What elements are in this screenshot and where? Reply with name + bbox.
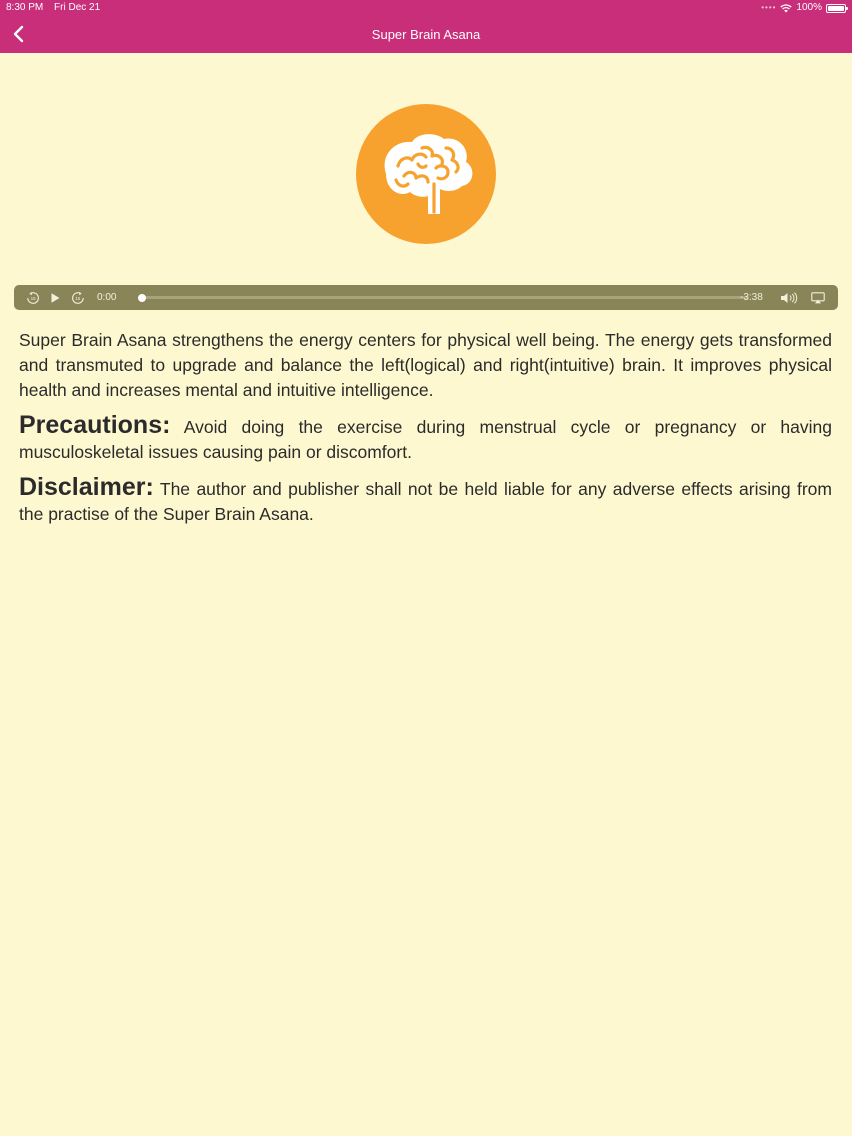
disclaimer-text: The author and publisher shall not be held liable for any adverse effects arising from the practise of the Super Brain Asana.	[19, 479, 832, 524]
skip-back-15-button[interactable]	[25, 290, 41, 306]
precautions-paragraph	[19, 413, 832, 465]
page-title: Super Brain Asana	[371, 27, 481, 42]
nav-bar	[0, 16, 852, 53]
disclaimer-heading: Disclaimer:	[19, 473, 154, 501]
status-date: Fri Dec 21	[54, 2, 101, 13]
svg-text:15: 15	[75, 296, 81, 302]
precautions-heading: Precautions:	[19, 411, 171, 439]
brain-icon	[356, 104, 496, 244]
play-button[interactable]	[47, 290, 63, 306]
status-time: 8:30 PM	[6, 2, 44, 13]
play-icon	[49, 292, 61, 304]
progress-thumb[interactable]	[138, 294, 146, 302]
volume-button[interactable]	[780, 290, 798, 306]
precautions-text: Avoid doing the exercise during menstrual cycle or pregnancy or having musculoskeletal issues causing pain or discomfort.	[19, 417, 832, 462]
description-text: Super Brain Asana strengthens the energy centers for physical well being. The energy gets transformed and transmuted to upgrade and balance the left(logical) and right(intuitive) brain. It improves physical health and increases mental and intuitive intelligence.	[19, 330, 832, 400]
signal-dots-icon: ••••	[761, 3, 777, 12]
remaining-time: -3:38	[740, 292, 763, 303]
progress-track[interactable]	[142, 296, 748, 299]
battery-icon	[826, 4, 846, 13]
content	[19, 328, 832, 537]
wifi-icon	[780, 4, 792, 13]
battery-percent: 100%	[796, 2, 822, 13]
top-bar	[0, 0, 852, 53]
audio-player	[14, 285, 838, 310]
skip-forward-15-button[interactable]	[70, 290, 86, 306]
skip-back-15-icon	[26, 291, 40, 305]
svg-text:15: 15	[30, 296, 36, 302]
skip-forward-15-icon	[71, 291, 85, 305]
status-bar	[0, 0, 852, 16]
airplay-button[interactable]	[810, 290, 826, 306]
disclaimer-paragraph	[19, 475, 832, 527]
volume-icon	[780, 292, 798, 304]
current-time: 0:00	[97, 292, 117, 303]
airplay-icon	[811, 292, 825, 304]
